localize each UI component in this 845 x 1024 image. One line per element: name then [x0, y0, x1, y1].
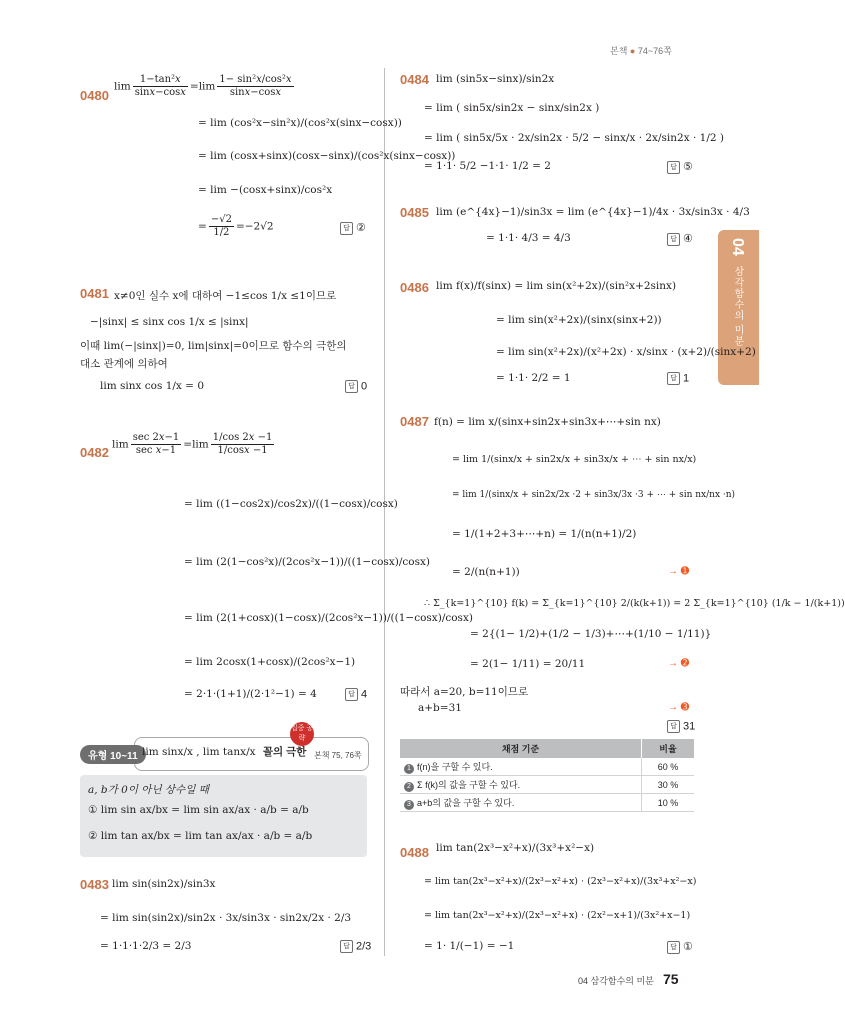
problem-number: 0487 [400, 414, 429, 429]
solution-line: x≠0인 실수 x에 대하여 −1≤cos 1/x ≤1이므로 [114, 290, 337, 302]
solution-line: = lim 2cosx(1+cosx)/(2cos²x−1) [184, 656, 356, 668]
dot-icon: ● [629, 46, 636, 56]
type-ref: 본책 75, 76쪽 [314, 751, 362, 760]
fraction: $\frac{\text{1− sin²x/cos²x}}{\sin x-\cos x}$ [219, 74, 292, 98]
solution-line: = lim (2(1+cosx)(1−cosx)/(2cos²x−1))/((1−cosx)/cosx) [184, 612, 473, 624]
solution-line: ∴ Σ_{k=1}^{10} f(k) = Σ_{k=1}^{10} 2/(k(k+1)) = 2 Σ_{k=1}^{10} (1/k − 1/(k+1)) [424, 598, 845, 609]
solution-line: = 1/(1+2+3+⋯+n) = 1/(n(n+1)/2) [452, 528, 637, 540]
answer-icon: 답 [345, 380, 358, 393]
solution-line: lim $\frac{\sec 2x-1}{\text{sec x−1}}$ =lim $\frac{1/\cos 2x -1}{1/\cos x -1}$ [112, 432, 273, 456]
answer-icon: 답 [345, 688, 358, 701]
solution-line: = lim 1/(sinx/x + sin2x/x + sin3x/x + ⋯ + sin nx/x) [452, 454, 697, 465]
footer-chapter: 04 삼각함수의 미분 [578, 976, 654, 986]
solution-line: lim (sin5x−sinx)/sin2x [436, 73, 555, 85]
solution-line: = lim tan(2x³−x²+x)/(2x³−x²+x) · (2x³−x²+x)/(3x³+x²−x) [424, 876, 697, 887]
fraction: $\frac{1/\cos 2x -1}{1/\cos x -1}$ [212, 432, 273, 456]
solution-line: lim $\frac{\text{1−tan²x}}{\sin x-\cos x}$ =lim $\frac{\text{1− sin²x/cos²x}}{\sin x-\cos x}$ [114, 74, 292, 98]
answer-icon: 답 [667, 372, 680, 385]
answer-icon: 답 [667, 233, 680, 246]
answer-icon: 답 [340, 940, 353, 953]
solution-line: = 2·1·(1+1)/(2·1²−1) = 4 [184, 688, 317, 700]
solution-line: lim sinx cos 1/x = 0 [100, 380, 205, 392]
solution-line: = lim sin(sin2x)/sin2x · 3x/sin3x · sin2x/2x · 2/3 [100, 912, 352, 924]
step-marker: → ➌ [668, 702, 690, 713]
solution-line: = 2{(1− 1/2)+(1/2 − 1/3)+⋯+(1/10 − 1/11)} [470, 628, 712, 640]
answer-icon: 답 [667, 941, 680, 954]
solution-line: −|sinx| ≤ sinx cos 1/x ≤ |sinx| [90, 316, 249, 328]
problem-number: 0484 [400, 72, 429, 87]
fraction: $\frac{-√2}{1/2}$ [210, 214, 232, 238]
solution-line: = lim sin(x²+2x)/(x²+2x) · x/sinx · (x+2)/(sinx+2) [496, 346, 756, 358]
solution-line: = lim −(cosx+sinx)/cos²x [198, 184, 333, 196]
answer: 답 2/3 [340, 940, 371, 953]
solution-line: = lim sin(x²+2x)/(sinx(sinx+2)) [496, 314, 662, 326]
solution-line: = 1·1· 5/2 −1·1· 1/2 = 2 [424, 160, 551, 172]
answer-icon: 답 [340, 222, 353, 235]
column-divider [384, 68, 385, 956]
solution-line: = lim 1/(sinx/x + sin2x/2x ·2 + sin3x/3x ·3 + ⋯ + sin nx/nx ·n) [452, 490, 736, 500]
step-marker: → ➋ [668, 658, 690, 669]
solution-line: = lim tan(2x³−x²+x)/(2x³−x²+x) · (2x²−x+1)/(3x²+x−1) [424, 910, 691, 921]
answer: 답 ④ [667, 232, 693, 246]
answer: 답 ⑤ [667, 160, 693, 174]
focus-badge: 집중 공략 [290, 722, 314, 746]
grading-header: 비율 [642, 739, 695, 758]
solution-line: = 2/(n(n+1)) [452, 566, 520, 578]
tip-line: ② lim tan ax/bx = lim tan ax/ax · a/b = a/b [88, 830, 313, 842]
step-marker: → ➊ [668, 566, 690, 577]
answer: 답 ② [340, 221, 366, 235]
table-row: 3 a+b의 값을 구할 수 있다. 10 % [400, 794, 694, 812]
chapter-title: 삼각함수의 미분 [732, 266, 743, 347]
chapter-number: 04 [729, 238, 746, 256]
step-icon: 3 [404, 800, 414, 810]
page-number: 75 [662, 971, 679, 987]
problem-number: 0480 [80, 88, 109, 103]
answer-icon: 답 [667, 161, 680, 174]
solution-line: lim tan(2x³−x²+x)/(3x³+x²−x) [436, 842, 595, 854]
type-title-text: 꼴의 극한 [262, 746, 307, 758]
solution-line: lim (e^{4x}−1)/sin3x = lim (e^{4x}−1)/4x · 3x/sin3x · 4/3 [436, 206, 750, 218]
solution-line: 대소 관계에 의하여 [80, 358, 168, 370]
problem-number: 0481 [80, 286, 109, 301]
type-title [142, 744, 306, 759]
page-footer [578, 971, 679, 987]
table-row: 1 f(n)을 구할 수 있다. 60 % [400, 758, 694, 776]
solution-line: = lim (cosx+sinx)(cosx−sinx)/(cos²x(sinx−cosx)) [198, 150, 456, 162]
problem-number: 0483 [80, 877, 109, 892]
answer: 답 1 [667, 372, 689, 385]
fraction: $\frac{\text{1−tan²x}}{\sin x-\cos x}$ [134, 74, 186, 98]
answer: 답 4 [345, 688, 367, 701]
type-label: 유형 10~11 [80, 745, 146, 764]
solution-line: = 2(1− 1/11) = 20/11 [470, 658, 586, 670]
problem-number: 0488 [400, 845, 429, 860]
solution-line: = lim ( sin5x/sin2x − sinx/sin2x ) [424, 102, 600, 114]
solution-line: a+b=31 [418, 702, 462, 714]
solution-line: = 1·1· 2/2 = 1 [496, 372, 571, 384]
grading-table [400, 739, 694, 812]
solution-line: 따라서 a=20, b=11이므로 [400, 686, 529, 698]
answer: 답 ① [667, 940, 693, 954]
solution-line: lim f(x)/f(sinx) = lim sin(x²+2x)/(sin²x+2sinx) [436, 280, 677, 292]
solution-line: = 1· 1/(−1) = −1 [424, 940, 515, 952]
problem-number: 0485 [400, 205, 429, 220]
answer: 답 31 [667, 720, 695, 733]
book-ref: 본책 [610, 46, 628, 56]
table-row: 2 Σ f(k)의 값을 구할 수 있다. 30 % [400, 776, 694, 794]
solution-line: f(n) = lim x/(sinx+sin2x+sin3x+⋯+sin nx) [434, 416, 661, 428]
solution-line: = lim (cos²x−sin²x)/(cos²x(sinx−cosx)) [198, 117, 402, 129]
grading-header: 채점 기준 [400, 739, 642, 758]
solution-line: = lim (2(1−cos²x)/(2cos²x−1))/((1−cosx)/cosx) [184, 556, 430, 568]
page-range: 74~76쪽 [637, 46, 672, 56]
step-icon: 1 [404, 764, 414, 774]
answer-icon: 답 [667, 720, 680, 733]
step-icon: 2 [404, 782, 414, 792]
problem-number: 0482 [80, 445, 109, 460]
chapter-tab[interactable] [718, 230, 759, 385]
page-header [610, 44, 672, 57]
answer: 답 0 [345, 380, 367, 393]
problem-number: 0486 [400, 280, 429, 295]
tip-line: ① lim sin ax/bx = lim sin ax/ax · a/b = a/b [88, 804, 309, 816]
tip-heading: a, b가 0이 아닌 상수일 때 [88, 784, 209, 796]
solution-line: 이때 lim(−|sinx|)=0, lim|sinx|=0이므로 함수의 극한의 [80, 340, 347, 352]
solution-line: = lim ((1−cos2x)/cos2x)/((1−cosx)/cosx) [184, 498, 398, 510]
fraction: $\frac{\sec 2x-1}{\text{sec x−1}}$ [132, 432, 180, 456]
solution-line: = lim ( sin5x/5x · 2x/sin2x · 5/2 − sinx/x · 2x/sin2x · 1/2 ) [424, 132, 724, 144]
solution-line: = $\frac{-√2}{1/2}$ =−2√2 [198, 214, 274, 238]
type-title-math: lim sinx/x , lim tanx/x [142, 746, 256, 758]
solution-line: = 1·1· 4/3 = 4/3 [486, 232, 571, 244]
solution-line: lim sin(sin2x)/sin3x [112, 878, 216, 890]
solution-line: = 1·1·1·2/3 = 2/3 [100, 940, 192, 952]
